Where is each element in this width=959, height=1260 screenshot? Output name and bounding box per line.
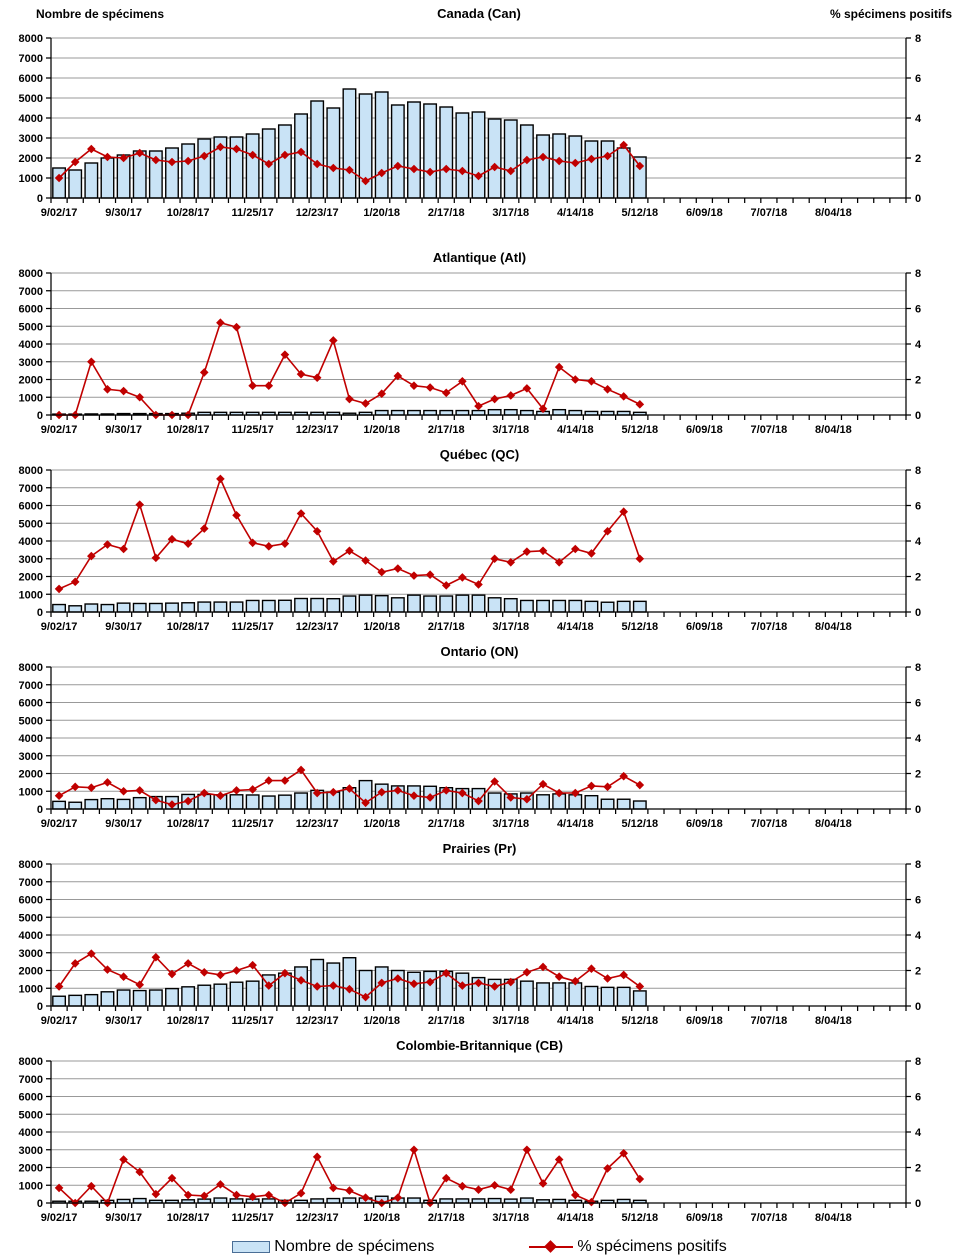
svg-text:5000: 5000: [18, 715, 43, 728]
svg-text:2000: 2000: [18, 153, 43, 165]
svg-text:0: 0: [915, 607, 922, 619]
chart-title-ontario: Ontario (ON): [440, 644, 519, 659]
svg-text:12/23/17: 12/23/17: [295, 1015, 339, 1027]
svg-text:1/20/18: 1/20/18: [363, 424, 401, 436]
svg-text:2/17/18: 2/17/18: [427, 1212, 465, 1224]
svg-text:10/28/17: 10/28/17: [166, 207, 210, 219]
svg-text:0: 0: [36, 410, 43, 422]
chart-title-colombie-britannique: Colombie-Britannique (CB): [396, 1038, 563, 1053]
svg-text:1000: 1000: [18, 392, 43, 405]
svg-text:7000: 7000: [18, 679, 43, 692]
svg-text:5000: 5000: [18, 321, 43, 334]
svg-text:2000: 2000: [18, 571, 43, 584]
svg-text:7/07/18: 7/07/18: [750, 207, 788, 219]
svg-text:2000: 2000: [18, 768, 43, 781]
svg-text:0: 0: [915, 193, 922, 205]
svg-text:11/25/17: 11/25/17: [231, 1212, 274, 1224]
chart-title-quebec: Québec (QC): [439, 447, 520, 462]
svg-text:5/12/18: 5/12/18: [621, 424, 659, 436]
page-header: [0, 0, 959, 24]
right-axis-title: % spécimens positifs: [829, 7, 952, 21]
svg-text:9/30/17: 9/30/17: [105, 207, 142, 219]
svg-text:6: 6: [915, 697, 922, 710]
svg-text:3/17/18: 3/17/18: [492, 424, 530, 436]
svg-text:2/17/18: 2/17/18: [427, 1015, 465, 1027]
svg-text:2/17/18: 2/17/18: [427, 424, 465, 436]
svg-text:4: 4: [915, 339, 922, 351]
svg-text:0: 0: [36, 607, 43, 619]
svg-text:6: 6: [915, 73, 922, 85]
svg-text:1/20/18: 1/20/18: [363, 621, 401, 633]
svg-text:6/09/18: 6/09/18: [685, 207, 723, 219]
svg-text:9/30/17: 9/30/17: [105, 621, 142, 633]
chart-title-canada: Canada (Can): [437, 6, 521, 21]
svg-text:7/07/18: 7/07/18: [750, 1212, 788, 1224]
chart-colombie-britannique: [0, 1055, 959, 1234]
svg-text:1000: 1000: [18, 786, 43, 799]
svg-text:8: 8: [915, 268, 922, 280]
svg-text:7/07/18: 7/07/18: [750, 818, 788, 830]
svg-text:7/07/18: 7/07/18: [750, 621, 788, 633]
svg-text:3000: 3000: [18, 947, 43, 960]
svg-text:3000: 3000: [18, 1144, 43, 1157]
chart-atlantique: [0, 267, 959, 446]
svg-text:8/04/18: 8/04/18: [815, 818, 852, 830]
svg-text:7000: 7000: [18, 482, 43, 495]
svg-text:9/02/17: 9/02/17: [40, 818, 78, 830]
svg-text:4: 4: [915, 733, 922, 745]
svg-text:8: 8: [915, 662, 922, 674]
svg-text:2: 2: [915, 1162, 922, 1175]
svg-text:5/12/18: 5/12/18: [621, 621, 659, 633]
svg-text:4/14/18: 4/14/18: [556, 1212, 594, 1224]
svg-text:8: 8: [915, 33, 922, 45]
svg-text:6000: 6000: [18, 697, 43, 710]
svg-text:8000: 8000: [18, 859, 43, 871]
svg-text:12/23/17: 12/23/17: [295, 207, 339, 219]
legend: [0, 1234, 959, 1260]
svg-text:6: 6: [915, 1091, 922, 1104]
svg-text:8000: 8000: [18, 33, 43, 45]
svg-text:1000: 1000: [18, 589, 43, 602]
svg-text:1/20/18: 1/20/18: [363, 1015, 401, 1027]
svg-text:4/14/18: 4/14/18: [556, 424, 594, 436]
legend-line-label: % spécimens positifs: [577, 1238, 727, 1255]
svg-text:3/17/18: 3/17/18: [492, 818, 530, 830]
svg-text:9/02/17: 9/02/17: [40, 207, 78, 219]
chart-canada: [0, 24, 959, 249]
chart-quebec: [0, 464, 959, 643]
svg-text:4: 4: [915, 1127, 922, 1139]
svg-text:0: 0: [36, 804, 43, 816]
svg-text:2000: 2000: [18, 965, 43, 978]
svg-text:11/25/17: 11/25/17: [231, 424, 274, 436]
svg-text:0: 0: [915, 1198, 922, 1210]
svg-text:1/20/18: 1/20/18: [363, 1212, 401, 1224]
svg-text:7000: 7000: [18, 1073, 43, 1086]
line-marker-icon: [529, 1241, 573, 1253]
svg-text:4/14/18: 4/14/18: [556, 818, 594, 830]
svg-text:7/07/18: 7/07/18: [750, 424, 788, 436]
svg-text:12/23/17: 12/23/17: [295, 1212, 339, 1224]
svg-text:8000: 8000: [18, 268, 43, 280]
svg-text:5000: 5000: [18, 518, 43, 531]
svg-text:7000: 7000: [18, 53, 43, 65]
svg-text:0: 0: [36, 1001, 43, 1013]
svg-text:2: 2: [915, 965, 922, 978]
chart-title-prairies: Prairies (Pr): [442, 841, 517, 856]
svg-text:5000: 5000: [18, 93, 43, 105]
svg-text:6000: 6000: [18, 894, 43, 907]
svg-text:2000: 2000: [18, 374, 43, 387]
svg-text:6/09/18: 6/09/18: [685, 1212, 723, 1224]
svg-text:4/14/18: 4/14/18: [556, 1015, 594, 1027]
svg-text:3/17/18: 3/17/18: [492, 1212, 530, 1224]
svg-text:2: 2: [915, 153, 922, 165]
svg-text:6000: 6000: [18, 73, 43, 85]
svg-text:2: 2: [915, 768, 922, 781]
svg-text:1000: 1000: [18, 173, 43, 185]
svg-text:2: 2: [915, 571, 922, 584]
svg-text:6: 6: [915, 894, 922, 907]
svg-text:4000: 4000: [18, 536, 43, 548]
svg-text:4000: 4000: [18, 733, 43, 745]
svg-text:2/17/18: 2/17/18: [427, 818, 465, 830]
svg-text:9/02/17: 9/02/17: [40, 424, 78, 436]
svg-text:0: 0: [915, 804, 922, 816]
svg-text:0: 0: [915, 1001, 922, 1013]
svg-text:8000: 8000: [18, 662, 43, 674]
svg-text:6/09/18: 6/09/18: [685, 818, 723, 830]
svg-text:2/17/18: 2/17/18: [427, 207, 465, 219]
svg-text:8/04/18: 8/04/18: [815, 207, 852, 219]
svg-text:1000: 1000: [18, 983, 43, 996]
svg-text:12/23/17: 12/23/17: [295, 424, 339, 436]
svg-text:3000: 3000: [18, 356, 43, 369]
legend-item-specimens: [232, 1238, 434, 1256]
svg-text:2/17/18: 2/17/18: [427, 621, 465, 633]
svg-text:5/12/18: 5/12/18: [621, 207, 659, 219]
svg-text:12/23/17: 12/23/17: [295, 818, 339, 830]
svg-text:8000: 8000: [18, 465, 43, 477]
svg-text:8/04/18: 8/04/18: [815, 424, 852, 436]
svg-text:9/30/17: 9/30/17: [105, 424, 142, 436]
svg-text:10/28/17: 10/28/17: [166, 621, 210, 633]
svg-text:8: 8: [915, 465, 922, 477]
svg-text:3/17/18: 3/17/18: [492, 207, 530, 219]
svg-text:10/28/17: 10/28/17: [166, 424, 210, 436]
svg-text:5/12/18: 5/12/18: [621, 1015, 659, 1027]
left-axis-title: Nombre de spécimens: [36, 7, 165, 21]
svg-text:4000: 4000: [18, 930, 43, 942]
chart-title-atlantique: Atlantique (Atl): [432, 250, 527, 265]
svg-text:8/04/18: 8/04/18: [815, 621, 852, 633]
svg-text:10/28/17: 10/28/17: [166, 1015, 210, 1027]
svg-text:6/09/18: 6/09/18: [685, 424, 723, 436]
svg-text:6000: 6000: [18, 500, 43, 513]
svg-text:7000: 7000: [18, 876, 43, 889]
legend-item-positifs: [529, 1238, 726, 1256]
svg-text:2000: 2000: [18, 1162, 43, 1175]
bar-swatch-icon: [232, 1241, 270, 1253]
svg-text:8/04/18: 8/04/18: [815, 1212, 852, 1224]
svg-text:4000: 4000: [18, 339, 43, 351]
svg-text:10/28/17: 10/28/17: [166, 818, 210, 830]
svg-text:5000: 5000: [18, 1109, 43, 1122]
svg-text:11/25/17: 11/25/17: [231, 818, 274, 830]
svg-text:4/14/18: 4/14/18: [556, 621, 594, 633]
svg-text:3000: 3000: [18, 133, 43, 145]
svg-text:7000: 7000: [18, 285, 43, 298]
svg-text:11/25/17: 11/25/17: [231, 621, 274, 633]
svg-text:9/30/17: 9/30/17: [105, 1015, 142, 1027]
svg-text:1/20/18: 1/20/18: [363, 818, 401, 830]
svg-text:0: 0: [915, 410, 922, 422]
svg-text:10/28/17: 10/28/17: [166, 1212, 210, 1224]
svg-text:3/17/18: 3/17/18: [492, 1015, 530, 1027]
svg-text:9/02/17: 9/02/17: [40, 1212, 78, 1224]
svg-text:7/07/18: 7/07/18: [750, 1015, 788, 1027]
svg-text:9/30/17: 9/30/17: [105, 818, 142, 830]
svg-text:4: 4: [915, 930, 922, 942]
svg-text:4000: 4000: [18, 1127, 43, 1139]
svg-text:8: 8: [915, 1056, 922, 1068]
chart-prairies: [0, 858, 959, 1037]
svg-text:1000: 1000: [18, 1180, 43, 1193]
svg-text:9/02/17: 9/02/17: [40, 1015, 78, 1027]
svg-text:6/09/18: 6/09/18: [685, 621, 723, 633]
svg-text:6000: 6000: [18, 303, 43, 316]
svg-text:0: 0: [36, 1198, 43, 1210]
svg-text:4: 4: [915, 536, 922, 548]
svg-text:6/09/18: 6/09/18: [685, 1015, 723, 1027]
svg-text:3000: 3000: [18, 750, 43, 763]
svg-text:5/12/18: 5/12/18: [621, 818, 659, 830]
svg-text:3000: 3000: [18, 553, 43, 566]
svg-text:8000: 8000: [18, 1056, 43, 1068]
svg-text:5/12/18: 5/12/18: [621, 1212, 659, 1224]
svg-text:6000: 6000: [18, 1091, 43, 1104]
svg-text:0: 0: [36, 193, 43, 205]
svg-text:6: 6: [915, 500, 922, 513]
svg-text:3/17/18: 3/17/18: [492, 621, 530, 633]
svg-text:8/04/18: 8/04/18: [815, 1015, 852, 1027]
legend-bar-label: Nombre de spécimens: [274, 1238, 435, 1255]
svg-text:5000: 5000: [18, 912, 43, 925]
svg-text:9/02/17: 9/02/17: [40, 621, 78, 633]
svg-text:9/30/17: 9/30/17: [105, 1212, 142, 1224]
svg-text:6: 6: [915, 303, 922, 316]
svg-text:4: 4: [915, 113, 922, 125]
svg-text:11/25/17: 11/25/17: [231, 1015, 274, 1027]
svg-text:2: 2: [915, 374, 922, 387]
svg-text:1/20/18: 1/20/18: [363, 207, 401, 219]
svg-text:12/23/17: 12/23/17: [295, 621, 339, 633]
svg-text:4/14/18: 4/14/18: [556, 207, 594, 219]
svg-text:4000: 4000: [18, 113, 43, 125]
svg-text:8: 8: [915, 859, 922, 871]
svg-text:11/25/17: 11/25/17: [231, 207, 274, 219]
chart-ontario: [0, 661, 959, 840]
